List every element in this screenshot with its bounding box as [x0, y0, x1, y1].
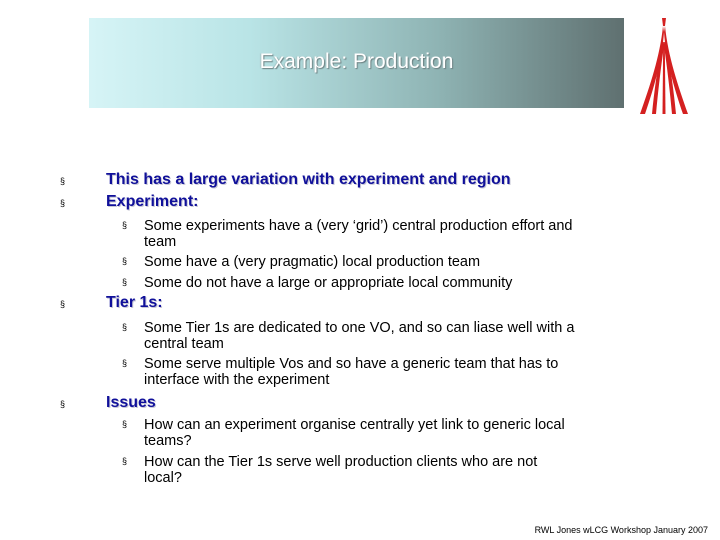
atlas-logo-icon: [636, 16, 692, 116]
sub-bullet: § Some have a (very pragmatic) local production team: [122, 254, 481, 270]
sub-bullet-marker: §: [122, 256, 128, 266]
sub-bullet: § How can an experiment organise centrally yet link to generic local teams?: [122, 417, 565, 449]
bullet-issues: Issues: [106, 394, 156, 411]
bullet-marker: §: [60, 176, 66, 186]
bullet-marker: §: [60, 198, 66, 208]
sub-bullet: § Some do not have a large or appropriate local community: [122, 275, 513, 291]
bullet-marker: §: [60, 299, 66, 309]
sub-bullet-marker: §: [122, 456, 128, 466]
bullet-variation: This has a large variation with experiment and region: [106, 171, 511, 188]
footer-credit: RWL Jones wLCG Workshop January 2007: [534, 525, 708, 535]
sub-bullet: § Some Tier 1s are dedicated to one VO, and so can liase well with a central team: [122, 320, 575, 352]
slide-title: Example: Production: [259, 50, 454, 73]
sub-bullet: § Some experiments have a (very ‘grid’) central production effort and team: [122, 218, 573, 250]
sub-bullet-marker: §: [122, 358, 128, 368]
sub-bullet-marker: §: [122, 220, 128, 230]
bullet-tier1s: Tier 1s:: [106, 294, 163, 311]
sub-bullet: § Some serve multiple Vos and so have a generic team that has to interface with the experiment: [122, 356, 559, 388]
sub-bullet-marker: §: [122, 419, 128, 429]
bullet-experiment: Experiment:: [106, 193, 199, 210]
bullet-marker: §: [60, 399, 66, 409]
sub-bullet: § How can the Tier 1s serve well production clients who are not local?: [122, 454, 538, 486]
sub-bullet-marker: §: [122, 277, 128, 287]
sub-bullet-marker: §: [122, 322, 128, 332]
